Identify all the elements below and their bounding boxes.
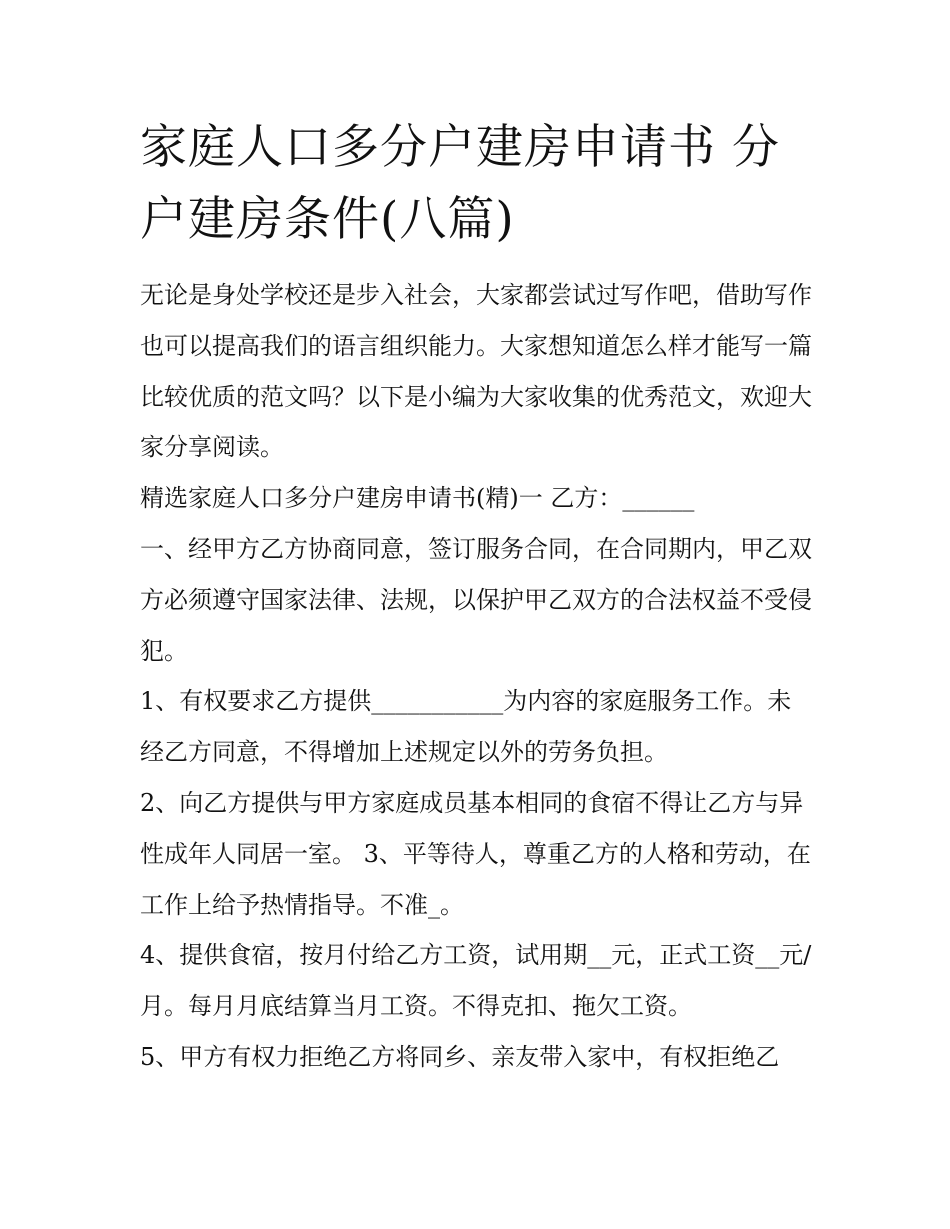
clause-paragraph: 一、经甲方乙方协商同意，签订服务合同，在合同期内，甲乙双方必须遵守国家法律、法规，以保护甲乙双方的合法权益不受侵犯。 xyxy=(140,534,812,665)
clause-item-1: 1、有权要求乙方提供___________为内容的家庭服务工作。未经乙方同意，不得增加上述规定以外的劳务负担。 xyxy=(140,687,792,767)
section-heading: 精选家庭人口多分户建房申请书(精)一 乙方：______ xyxy=(140,484,695,513)
document-body xyxy=(140,270,812,1083)
document-title: 家庭人口多分户建房申请书 分户建房条件(八篇) xyxy=(140,120,780,247)
clause-item-2: 2、向乙方提供与甲方家庭成员基本相同的食宿不得让乙方与异性成年人同居一室。 3、平等待人，尊重乙方的人格和劳动，在工作上给予热情指导。不准_。 xyxy=(140,788,811,919)
document-page xyxy=(140,112,812,1083)
clause-item-5: 5、甲方有权力拒绝乙方将同乡、亲友带入家中，有权拒绝乙 xyxy=(140,1042,780,1071)
clause-item-4: 4、提供食宿，按月付给乙方工资，试用期__元，正式工资__元/月。每月月底结算当月工资。不得克扣、拖欠工资。 xyxy=(140,941,812,1021)
intro-paragraph: 无论是身处学校还是步入社会，大家都尝试过写作吧，借助写作也可以提高我们的语言组织能力。大家想知道怎么样才能写一篇比较优质的范文吗？以下是小编为大家收集的优秀范文，欢迎大家分享阅读。 xyxy=(140,281,812,462)
